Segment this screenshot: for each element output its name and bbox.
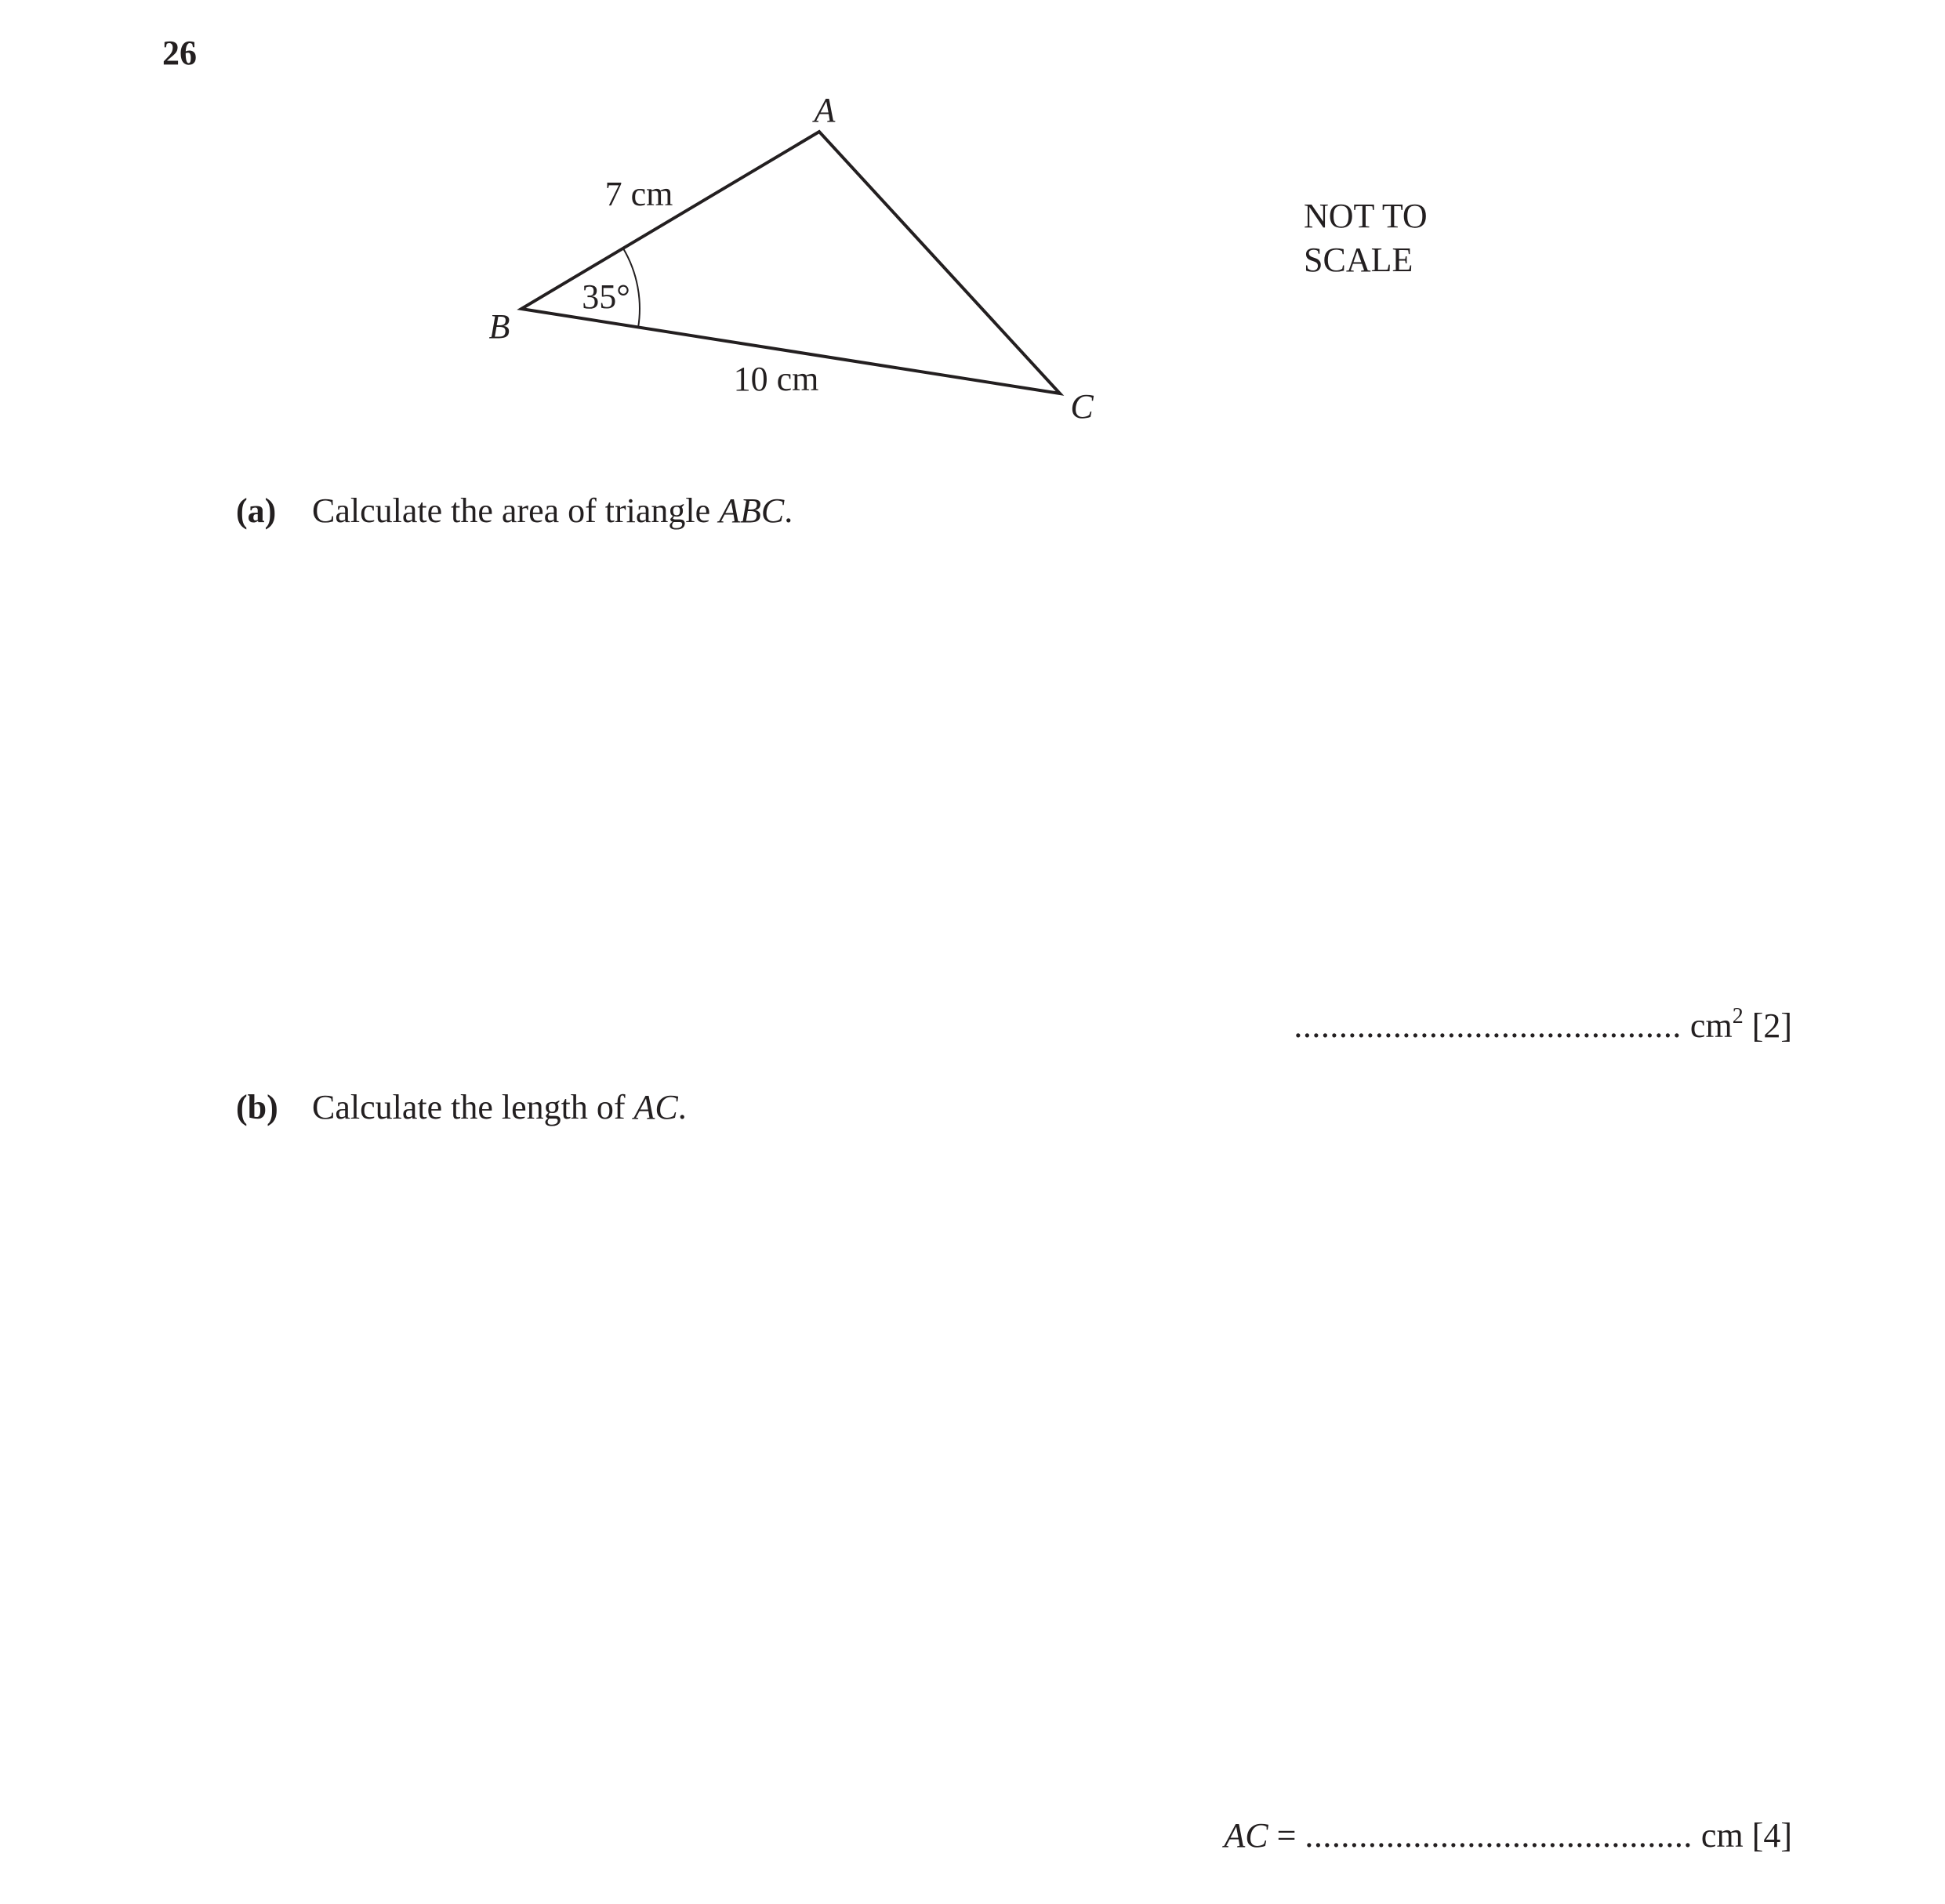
part-b-answer-equals: = — [1268, 1816, 1305, 1855]
part-b-period: . — [677, 1088, 687, 1126]
part-b-text: Calculate the length of — [312, 1088, 634, 1126]
triangle-diagram — [0, 0, 1945, 486]
angle-b-label: 35° — [582, 277, 630, 316]
note-line-2: SCALE — [1304, 241, 1413, 279]
question-number: 26 — [162, 34, 197, 72]
part-a-italic: ABC — [719, 491, 785, 530]
vertex-a-label: A — [814, 91, 836, 129]
part-a-marks: [2] — [1751, 1006, 1792, 1045]
part-a-answer-unit-sup: 2 — [1732, 1004, 1744, 1028]
part-b-italic: AC — [633, 1088, 678, 1126]
part-a-text: Calculate the area of triangle — [312, 491, 720, 530]
part-a-label: (a) — [236, 491, 277, 530]
part-b-question — [236, 1090, 687, 1125]
vertex-c-label: C — [1070, 387, 1094, 426]
note-line-1: NOT TO — [1304, 197, 1428, 235]
part-a-answer-dots[interactable]: ........................................... — [1294, 1006, 1682, 1045]
part-a-answer-unit: cm — [1689, 1006, 1733, 1045]
part-b-answer-prefix: AC — [1224, 1816, 1268, 1855]
side-bc-label: 10 cm — [733, 360, 819, 398]
part-b-marks: [4] — [1751, 1816, 1792, 1855]
part-a-period: . — [784, 491, 793, 530]
part-a-answer-line[interactable] — [1294, 1004, 1792, 1045]
not-to-scale-note — [1304, 194, 1428, 282]
part-b-label: (b) — [236, 1088, 278, 1126]
vertex-b-label: B — [488, 307, 510, 346]
triangle-abc — [521, 132, 1060, 393]
part-b-answer-dots[interactable]: ........................................... — [1305, 1816, 1693, 1855]
side-ab-label: 7 cm — [604, 175, 673, 213]
part-b-answer-unit: cm — [1700, 1816, 1744, 1855]
part-a-question — [236, 491, 793, 530]
part-b-answer-line[interactable] — [1224, 1816, 1792, 1855]
